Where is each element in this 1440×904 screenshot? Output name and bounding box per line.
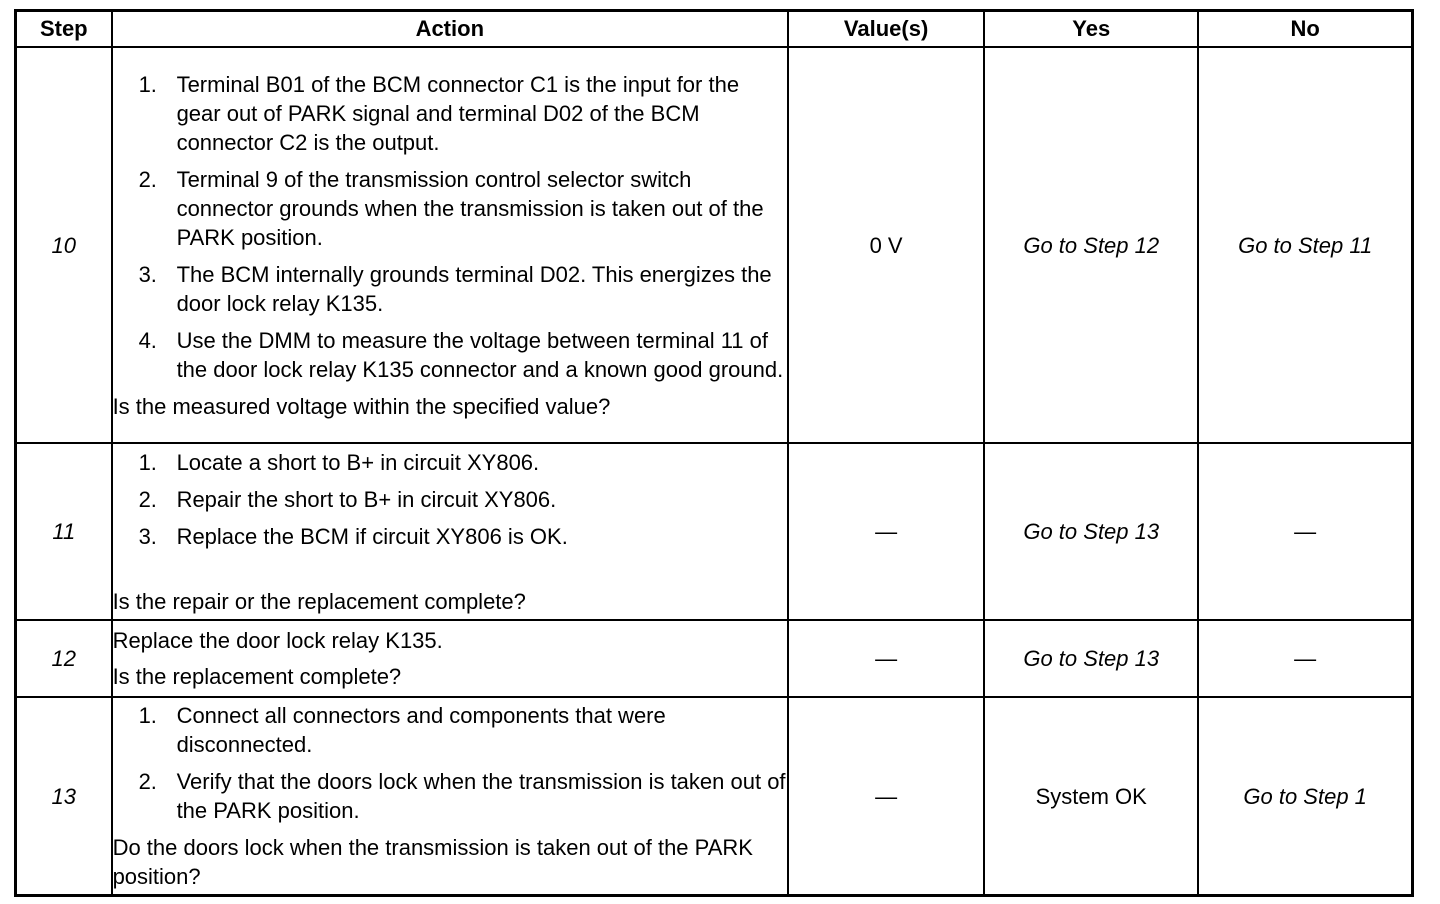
header-yes: Yes bbox=[984, 11, 1198, 48]
list-item bbox=[113, 70, 787, 157]
item-number: 3. bbox=[138, 261, 157, 287]
no-cell: Go to Step 11 bbox=[1198, 47, 1412, 443]
list-item bbox=[113, 165, 787, 252]
item-number: 3. bbox=[138, 523, 157, 549]
table-row bbox=[16, 443, 1413, 620]
header-step: Step bbox=[16, 11, 112, 48]
header-action: Action bbox=[112, 11, 788, 48]
table-row bbox=[16, 620, 1413, 697]
list-item bbox=[113, 767, 787, 825]
action-cell bbox=[112, 443, 788, 620]
action-question: Is the measured voltage within the specified value? bbox=[112, 393, 611, 419]
action-text: Replace the door lock relay K135. bbox=[112, 628, 443, 653]
action-cell bbox=[112, 47, 788, 443]
item-text: Repair the short to B+ in circuit XY806. bbox=[176, 486, 557, 512]
item-number: 1. bbox=[138, 71, 157, 97]
item-number: 2. bbox=[138, 166, 157, 192]
diagnostic-table bbox=[14, 9, 1414, 897]
item-number: 1. bbox=[138, 703, 157, 728]
yes-cell: Go to Step 13 bbox=[984, 620, 1198, 697]
item-text: Connect all connectors and components that were disconnected. bbox=[176, 703, 666, 757]
value-cell: — bbox=[788, 697, 984, 896]
item-text: Terminal B01 of the BCM connector C1 is the input for the gear out of PARK signal and terminal D02 of the BCM connector C2 is the output. bbox=[176, 71, 740, 155]
yes-cell: Go to Step 13 bbox=[984, 443, 1198, 620]
list-item bbox=[113, 485, 787, 514]
table-row bbox=[16, 47, 1413, 443]
header-value: Value(s) bbox=[788, 11, 984, 48]
action-steps-list bbox=[113, 448, 787, 551]
item-number: 1. bbox=[138, 449, 157, 475]
action-steps-list bbox=[113, 701, 787, 825]
list-item bbox=[113, 260, 787, 318]
action-question: Is the replacement complete? bbox=[112, 664, 402, 689]
list-item bbox=[113, 522, 787, 551]
no-cell: — bbox=[1198, 443, 1412, 620]
item-text: Replace the BCM if circuit XY806 is OK. bbox=[176, 523, 568, 549]
item-text: Locate a short to B+ in circuit XY806. bbox=[176, 449, 540, 475]
step-number: 10 bbox=[16, 47, 112, 443]
item-text: Terminal 9 of the transmission control selector switch connector grounds when the transmission is taken out of the PARK position. bbox=[176, 166, 764, 250]
item-text: The BCM internally grounds terminal D02. This energizes the door lock relay K135. bbox=[176, 261, 772, 316]
item-text: Use the DMM to measure the voltage between terminal 11 of the door lock relay K135 connector and a known good ground. bbox=[176, 327, 784, 382]
spacer bbox=[113, 559, 787, 585]
diagnostic-table-container bbox=[14, 9, 1414, 897]
header-no: No bbox=[1198, 11, 1412, 48]
value-cell: — bbox=[788, 443, 984, 620]
no-cell: — bbox=[1198, 620, 1412, 697]
item-number: 4. bbox=[138, 327, 157, 353]
list-item bbox=[113, 701, 787, 759]
table-row bbox=[16, 697, 1413, 896]
item-number: 2. bbox=[138, 769, 157, 794]
list-item bbox=[113, 448, 787, 477]
step-number: 12 bbox=[16, 620, 112, 697]
yes-cell: Go to Step 12 bbox=[984, 47, 1198, 443]
item-number: 2. bbox=[138, 486, 157, 512]
action-cell bbox=[112, 697, 788, 896]
list-item bbox=[113, 326, 787, 384]
step-number: 11 bbox=[16, 443, 112, 620]
yes-cell: System OK bbox=[984, 697, 1198, 896]
value-cell: — bbox=[788, 620, 984, 697]
header-row bbox=[16, 11, 1413, 48]
value-cell: 0 V bbox=[788, 47, 984, 443]
action-steps-list bbox=[113, 70, 787, 384]
item-text: Verify that the doors lock when the transmission is taken out of the PARK position. bbox=[176, 769, 786, 823]
action-cell bbox=[112, 620, 788, 697]
action-question: Do the doors lock when the transmission is taken out of the PARK position? bbox=[112, 835, 753, 889]
no-cell: Go to Step 1 bbox=[1198, 697, 1412, 896]
action-question: Is the repair or the replacement complete? bbox=[112, 588, 526, 614]
step-number: 13 bbox=[16, 697, 112, 896]
